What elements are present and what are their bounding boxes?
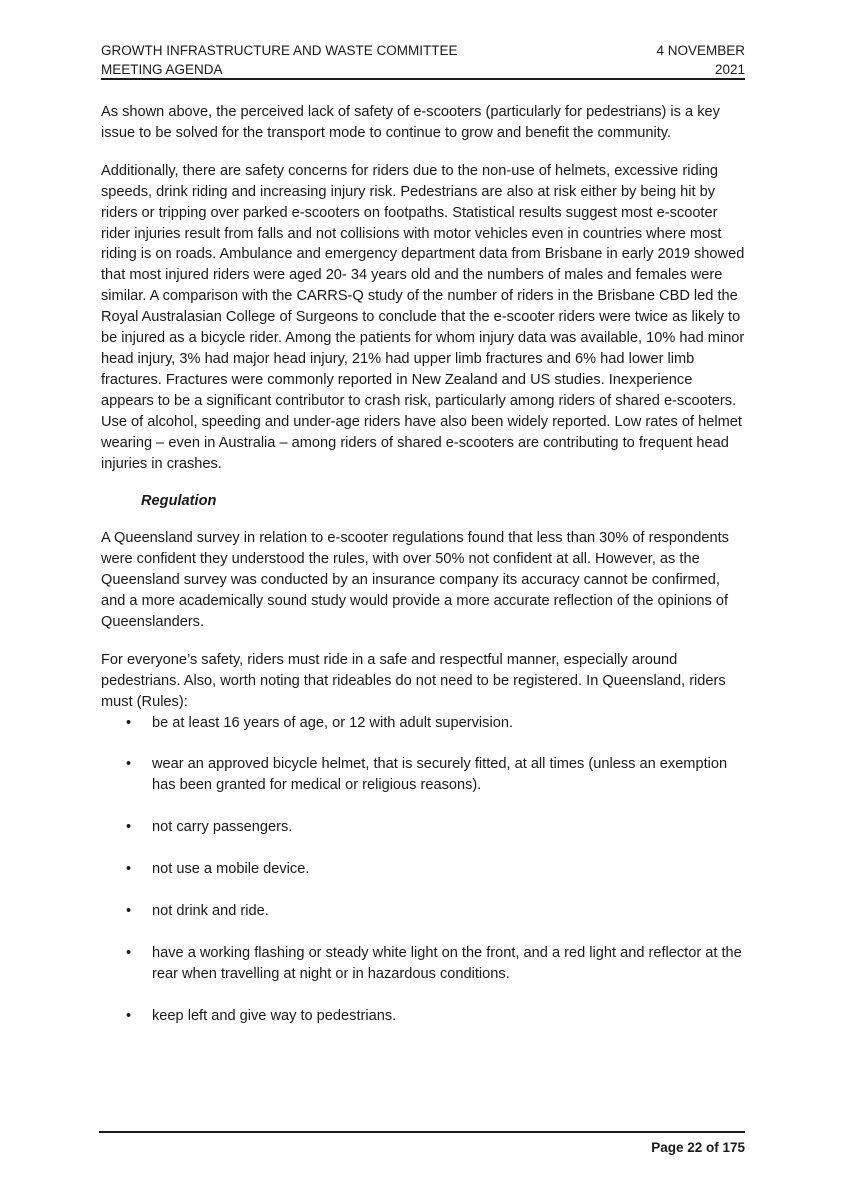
paragraph-safety-concerns: Additionally, there are safety concerns for riders due to the non-use of helmets, excessive riding speeds, drink riding and increasing injury risk. Pedestrians are also at risk either by being hit by riders or tripping over parked e-scooters on footpaths. Statistical results suggest most e-scooter rider injuries result from falls and not collisions with motor vehicles even in countries where most riding is on roads. Ambulance and emergency department data from Brisbane in early 2019 showed that most injured riders were aged 20- 34 years old and the numbers of males and females were similar. A comparison with the CARRS-Q study of the number of riders in the Brisbane CBD led the Royal Australasian College of Surgeons to conclude that the e-scooter riders were twice as likely to be injured as a bicycle rider. Among the patients for whom injury data was available, 10% had minor head injury, 3% had major head injury, 21% had upper limb fractures and 6% had lower limb fractures. Fractures were commonly reported in New Zealand and US studies. Inexperience appears to be a significant contributor to crash risk, particularly among riders of shared e-scooters. Use of alcohol, speeding and under-age riders have also been widely reported. Low rates of helmet wearing – even in Australia – among riders of shared e-scooters are contributing to frequent head injuries in crashes. bbox=[101, 162, 745, 472]
bullet-icon: • bbox=[126, 714, 132, 731]
document-page bbox=[101, 40, 745, 1048]
bullet-icon: • bbox=[126, 903, 132, 920]
list-item bbox=[101, 859, 745, 880]
list-item bbox=[101, 817, 745, 838]
list-item-text: not carry passengers. bbox=[152, 819, 293, 836]
section-heading-regulation: Regulation bbox=[141, 493, 217, 510]
list-item-text: keep left and give way to pedestrians. bbox=[152, 1007, 397, 1024]
bullet-icon: • bbox=[126, 945, 132, 961]
bullet-icon: • bbox=[126, 861, 132, 878]
meeting-date bbox=[656, 41, 745, 79]
committee-name: GROWTH INFRASTRUCTURE AND WASTE COMMITTEE bbox=[101, 43, 458, 58]
list-item-text: not drink and ride. bbox=[152, 903, 269, 920]
agenda-label: MEETING AGENDA bbox=[101, 62, 223, 77]
bullet-icon: • bbox=[126, 1007, 132, 1024]
meeting-date-year: 2021 bbox=[714, 62, 745, 77]
bullet-icon: • bbox=[126, 756, 132, 773]
committee-title bbox=[101, 41, 458, 79]
bullet-icon: • bbox=[126, 819, 132, 836]
list-item bbox=[101, 901, 745, 922]
page-header bbox=[101, 40, 745, 80]
page-number: Page 22 of 175 bbox=[651, 1140, 745, 1155]
list-item-text: be at least 16 years of age, or 12 with adult supervision. bbox=[152, 714, 514, 731]
page-footer bbox=[99, 1131, 745, 1157]
meeting-date-day-month: 4 NOVEMBER bbox=[656, 43, 745, 58]
paragraph-safety-perception: As shown above, the perceived lack of safety of e-scooters (particularly for pedestrians) is a key issue to be solved for the transport mode to continue to grow and benefit the community. bbox=[101, 104, 720, 141]
page-body bbox=[101, 102, 745, 1027]
list-item bbox=[101, 1006, 745, 1027]
list-item bbox=[101, 754, 745, 796]
list-item-text: have a working flashing or steady white light on the front, and a red light and reflector at the rear when travelling at night or in hazardous conditions. bbox=[152, 945, 742, 982]
paragraph-queensland-survey: A Queensland survey in relation to e-scooter regulations found that less than 30% of respondents were confident they understood the rules, with over 50% not confident at all. However, as the Queensland survey was conducted by an insurance company its accuracy cannot be confirmed, and a more academically sound study would provide a more accurate reflection of the opinions of Queenslanders. bbox=[101, 530, 729, 630]
list-item bbox=[101, 943, 745, 985]
paragraph-rules-intro: For everyone’s safety, riders must ride in a safe and respectful manner, especially around pedestrians. Also, worth noting that rideables do not need to be registered. In Queensland, riders must (Rules): bbox=[101, 651, 726, 710]
list-item bbox=[101, 713, 745, 734]
list-item-text: not use a mobile device. bbox=[152, 861, 310, 878]
list-item-text: wear an approved bicycle helmet, that is securely fitted, at all times (unless an exemption has been granted for medical or religious reasons). bbox=[152, 756, 728, 794]
rules-list bbox=[101, 713, 745, 1027]
